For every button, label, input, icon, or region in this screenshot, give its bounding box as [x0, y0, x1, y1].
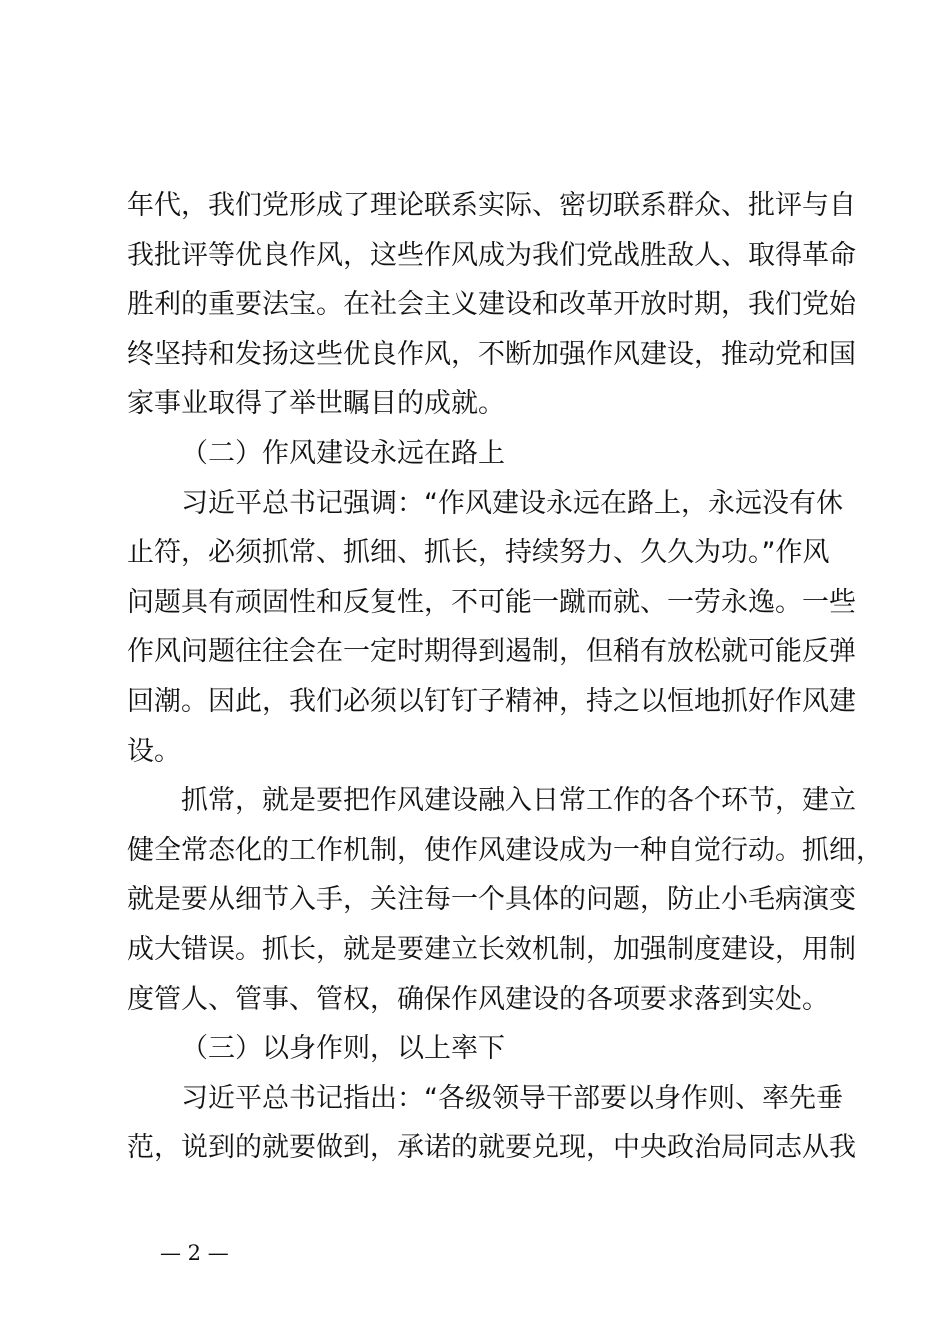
text-line: 终坚持和发扬这些优良作风，不断加强作风建设，推动党和国 — [127, 338, 856, 370]
text-line: 家事业取得了举世瞩目的成就。 — [127, 388, 505, 420]
section-heading: （三）以身作则，以上率下 — [181, 1033, 505, 1065]
document-body — [127, 181, 883, 1173]
page-number: — 2 — — [160, 1241, 229, 1265]
paragraph-start-line: 习近平总书记强调：“作风建设永远在路上，永远没有休 — [181, 487, 843, 519]
text-line: 回潮。因此，我们必须以钉钉子精神，持之以恒地抓好作风建 — [127, 685, 856, 717]
text-line: 年代，我们党形成了理论联系实际、密切联系群众、批评与自 — [127, 190, 856, 221]
text-line: 胜利的重要法宝。在社会主义建设和改革开放时期，我们党始 — [127, 289, 856, 321]
text-line: 健全常态化的工作机制，使作风建设成为一种自觉行动。抓细， — [127, 834, 883, 866]
text-line: 度管人、管事、管权，确保作风建设的各项要求落到实处。 — [127, 983, 829, 1015]
text-line: 止符，必须抓常、抓细、抓长，持续努力、久久为功。”作风 — [127, 537, 830, 569]
text-line: 成大错误。抓长，就是要建立长效机制，加强制度建设，用制 — [127, 933, 856, 965]
section-heading: （二）作风建设永远在路上 — [181, 437, 505, 469]
text-line: 设。 — [127, 735, 181, 767]
text-line: 问题具有顽固性和反复性，不可能一蹴而就、一劳永逸。一些 — [127, 586, 856, 618]
text-line: 就是要从细节入手，关注每一个具体的问题，防止小毛病演变 — [127, 884, 856, 916]
text-line: 范，说到的就要做到，承诺的就要兑现，中央政治局同志从我 — [127, 1132, 856, 1164]
text-line: 我批评等优良作风，这些作风成为我们党战胜敌人、取得革命 — [127, 239, 856, 271]
paragraph-start-line: 习近平总书记指出：“各级领导干部要以身作则、率先垂 — [181, 1082, 843, 1114]
paragraph-start-line: 抓常，就是要把作风建设融入日常工作的各个环节，建立 — [181, 785, 856, 817]
text-line: 作风问题往往会在一定时期得到遏制，但稍有放松就可能反弹 — [127, 636, 856, 668]
